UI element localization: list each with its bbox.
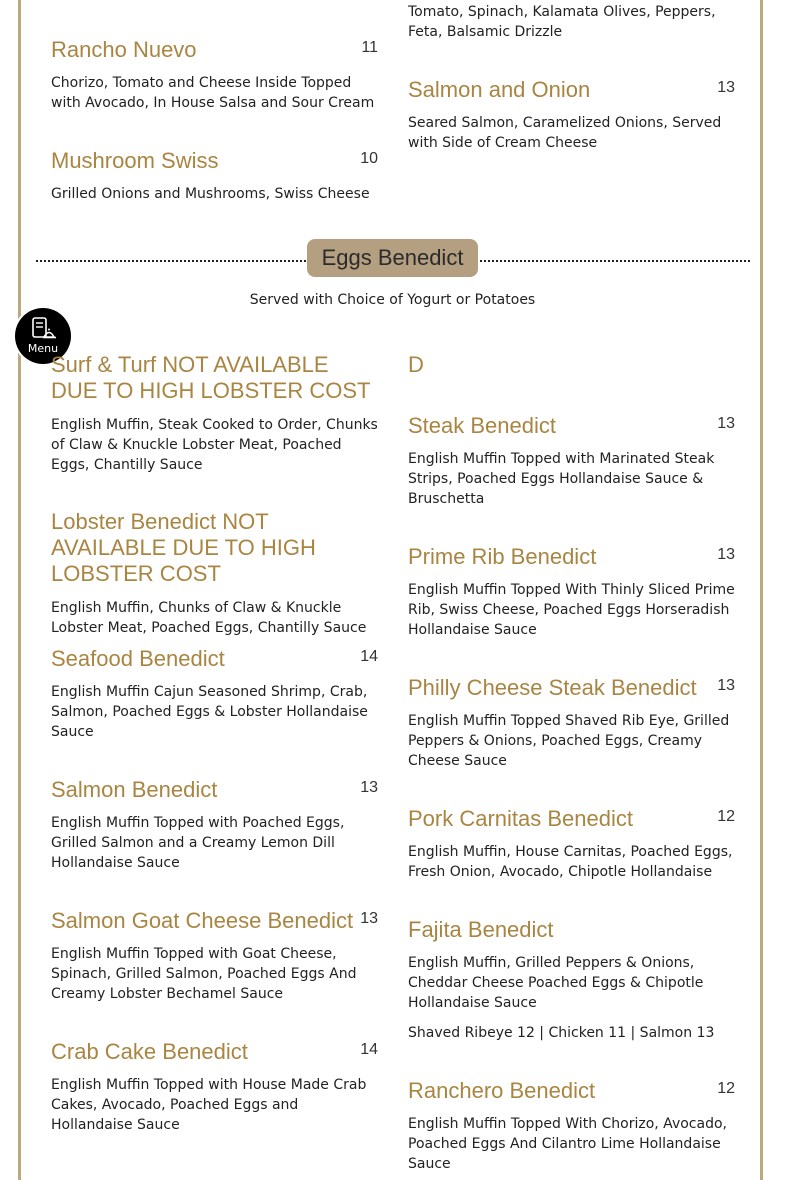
item-description: English Muffin Topped With Thinly Sliced Prime Rib, Swiss Cheese, Poached Eggs Horseradish Hollandaise Sauce [408, 582, 735, 638]
item-name: Ranchero Benedict [408, 1078, 596, 1103]
item-price: 14 [360, 648, 378, 665]
item-name: Lobster Benedict NOT AVAILABLE DUE TO HIGH LOBSTER COST [51, 509, 316, 586]
item-price: 13 [360, 910, 378, 927]
menu-book-icon [31, 317, 57, 341]
item-description: Seared Salmon, Caramelized Onions, Served with Side of Cream Cheese [408, 115, 722, 151]
menu-item[interactable] [408, 413, 735, 509]
menu-item[interactable] [51, 908, 378, 1004]
section-subtitle: Served with Choice of Yogurt or Potatoes [249, 292, 536, 308]
item-description: English Muffin Topped Shaved Rib Eye, Grilled Peppers & Onions, Poached Eggs, Creamy Cheese Sauce [408, 713, 730, 769]
item-name: Surf & Turf NOT AVAILABLE DUE TO HIGH LOBSTER COST [51, 352, 371, 403]
menu-item[interactable] [51, 777, 378, 873]
item-name: Steak Benedict [408, 413, 556, 438]
menu-item[interactable] [51, 37, 378, 113]
item-name: Rancho Nuevo [51, 37, 197, 62]
item-name: Salmon Goat Cheese Benedict [51, 908, 354, 933]
item-description: English Muffin Topped with Poached Eggs, Grilled Salmon and a Creamy Lemon Dill Hollandaise Sauce [51, 815, 345, 871]
item-price: 13 [717, 415, 735, 432]
menu-item[interactable] [51, 1039, 378, 1135]
section-title: Eggs Benedict [307, 239, 478, 277]
item-name: D [408, 352, 424, 377]
item-name: Seafood Benedict [51, 646, 225, 671]
item-description: Grilled Onions and Mushrooms, Swiss Cheese [51, 186, 370, 202]
item-description: English Muffin, Chunks of Claw & Knuckle Lobster Meat, Poached Eggs, Chantilly Sauce [51, 600, 367, 636]
item-description: English Muffin Topped with House Made Crab Cakes, Avocado, Poached Eggs and Hollandaise Sauce [51, 1077, 367, 1133]
item-name: Fajita Benedict [408, 917, 554, 942]
item-price: 13 [717, 546, 735, 563]
item-name: Philly Cheese Steak Benedict [408, 675, 697, 700]
item-description: English Muffin Topped With Chorizo, Avocado, Poached Eggs And Cilantro Lime Hollandaise Sauce [408, 1116, 727, 1172]
menu-item[interactable] [408, 917, 735, 1043]
menu-item[interactable] [408, 352, 735, 378]
item-price: 11 [361, 39, 378, 56]
menu-item[interactable] [51, 148, 378, 204]
item-description: English Muffin Cajun Seasoned Shrimp, Crab, Salmon, Poached Eggs & Lobster Hollandaise Sauce [51, 684, 368, 740]
menu-item[interactable] [51, 646, 378, 742]
menu-item[interactable] [408, 77, 735, 153]
item-price: 12 [717, 808, 735, 825]
item-description: English Muffin, House Carnitas, Poached Eggs, Fresh Onion, Avocado, Chipotle Hollandaise [408, 844, 733, 880]
item-options: Shaved Ribeye 12 | Chicken 11 | Salmon 13 [408, 1025, 715, 1041]
menu-item[interactable] [51, 352, 378, 475]
menu-button-label: Menu [27, 342, 59, 355]
item-name: Salmon Benedict [51, 777, 218, 802]
item-name: Crab Cake Benedict [51, 1039, 248, 1064]
menu-item[interactable] [51, 509, 378, 638]
item-name: Prime Rib Benedict [408, 544, 597, 569]
item-name: Pork Carnitas Benedict [408, 806, 633, 831]
item-price: 12 [717, 1080, 735, 1097]
item-price: 13 [717, 677, 735, 694]
item-price: 13 [360, 779, 378, 796]
item-description: English Muffin Topped with Marinated Steak Strips, Poached Eggs Hollandaise Sauce & Bruschetta [408, 451, 715, 507]
item-description: English Muffin, Grilled Peppers & Onions, Cheddar Cheese Poached Eggs & Chipotle Hollandaise Sauce [408, 955, 704, 1011]
item-price: 13 [717, 79, 735, 96]
item-price: 10 [360, 150, 378, 167]
item-description: English Muffin, Steak Cooked to Order, Chunks of Claw & Knuckle Lobster Meat, Poached Eggs, Chantilly Sauce [51, 417, 378, 473]
item-description-fragment: Tomato, Spinach, Kalamata Olives, Peppers, Feta, Balsamic Drizzle [408, 4, 716, 40]
menu-item[interactable] [408, 675, 735, 771]
item-description: Chorizo, Tomato and Cheese Inside Topped with Avocado, In House Salsa and Sour Cream [51, 75, 375, 111]
item-name: Mushroom Swiss [51, 148, 219, 173]
item-description: English Muffin Topped with Goat Cheese, Spinach, Grilled Salmon, Poached Eggs And Creamy Lobster Bechamel Sauce [51, 946, 357, 1002]
menu-item[interactable] [408, 806, 735, 882]
item-price: 14 [360, 1041, 378, 1058]
menu-item[interactable] [408, 544, 735, 640]
item-name: Salmon and Onion [408, 77, 591, 102]
